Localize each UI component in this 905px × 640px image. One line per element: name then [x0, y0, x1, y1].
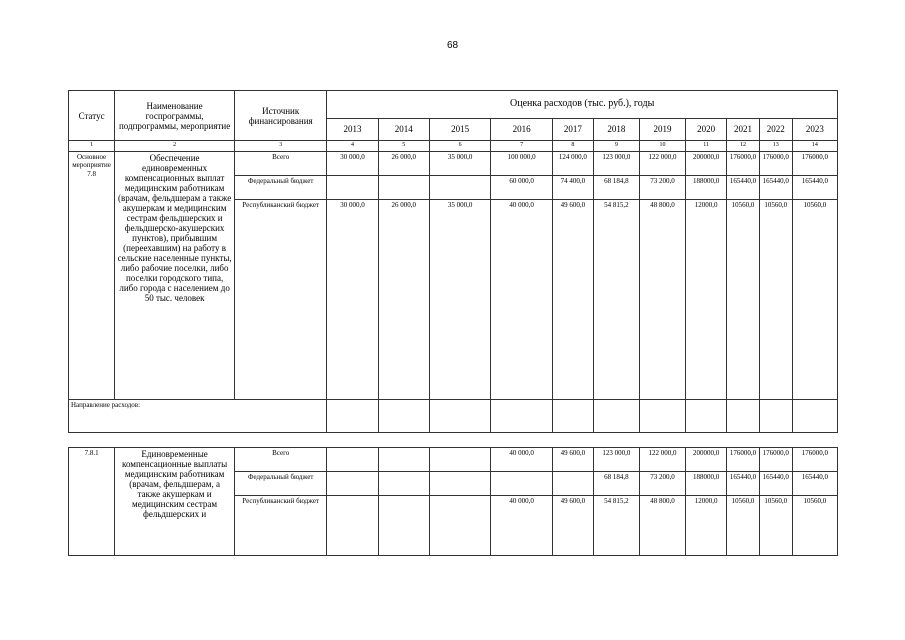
source-header: Источник финансирования: [235, 91, 327, 141]
empty-cell: [378, 400, 429, 433]
block2-source-republic: Республиканский бюджет: [235, 496, 327, 556]
block1-source-federal: Федеральный бюджет: [235, 176, 327, 200]
value-cell: 49 600,0: [552, 448, 593, 472]
value-cell: 26 000,0: [378, 152, 429, 176]
separator-row: [69, 433, 838, 448]
value-cell: 176000,0: [759, 448, 792, 472]
col-number: 10: [639, 141, 685, 152]
value-cell: 10560,0: [727, 200, 760, 400]
value-cell: 35 000,0: [429, 200, 491, 400]
year-cell: 2015: [429, 119, 491, 141]
block2-total-row: [69, 448, 838, 472]
year-cell: 2022: [759, 119, 792, 141]
value-cell: 54 815,2: [593, 496, 639, 556]
col-number: 6: [429, 141, 491, 152]
value-cell: 48 800,0: [639, 496, 685, 556]
col-number: 11: [686, 141, 727, 152]
year-cell: 2023: [792, 119, 837, 141]
value-cell: 165440,0: [727, 176, 760, 200]
value-cell: [378, 176, 429, 200]
block2-status: 7.8.1: [69, 448, 115, 556]
value-cell: 12000,0: [686, 200, 727, 400]
direction-label: Направление расходов:: [69, 400, 327, 433]
value-cell: 30 000,0: [327, 152, 378, 176]
value-cell: 100 000,0: [491, 152, 553, 176]
year-cell: 2017: [552, 119, 593, 141]
col-number: 1: [69, 141, 115, 152]
block1-source-republic: Республиканский бюджет: [235, 200, 327, 400]
empty-cell: [429, 400, 491, 433]
value-cell: 40 000,0: [491, 448, 553, 472]
value-cell: 123 000,0: [593, 152, 639, 176]
value-cell: 176000,0: [792, 152, 837, 176]
col-number: 5: [378, 141, 429, 152]
empty-cell: [727, 400, 760, 433]
year-cell: 2020: [686, 119, 727, 141]
value-cell: [327, 448, 378, 472]
block2-source-total: Всего: [235, 448, 327, 472]
empty-cell: [327, 400, 378, 433]
block1-source-total: Всего: [235, 152, 327, 176]
value-cell: [552, 472, 593, 496]
col-number: 8: [552, 141, 593, 152]
value-cell: 188000,0: [686, 472, 727, 496]
value-cell: 48 800,0: [639, 200, 685, 400]
value-cell: [429, 448, 491, 472]
value-cell: 165440,0: [792, 176, 837, 200]
col-number: 14: [792, 141, 837, 152]
value-cell: 176000,0: [727, 152, 760, 176]
col-number: 4: [327, 141, 378, 152]
block1-status: Основное мероприятие 7.8: [69, 152, 115, 400]
estimate-header: Оценка расходов (тыс. руб.), годы: [327, 91, 838, 119]
value-cell: 30 000,0: [327, 200, 378, 400]
empty-cell: [759, 400, 792, 433]
expenditure-table: [68, 90, 838, 556]
value-cell: [327, 472, 378, 496]
col-number: 13: [759, 141, 792, 152]
value-cell: 12000,0: [686, 496, 727, 556]
empty-cell: [639, 400, 685, 433]
col-number: 3: [235, 141, 327, 152]
column-number-row: [69, 141, 838, 152]
value-cell: 68 184,8: [593, 176, 639, 200]
value-cell: 200000,0: [686, 152, 727, 176]
value-cell: 176000,0: [792, 448, 837, 472]
value-cell: 10560,0: [759, 200, 792, 400]
value-cell: 49 600,0: [552, 496, 593, 556]
value-cell: 73 200,0: [639, 472, 685, 496]
col-number: 2: [115, 141, 235, 152]
value-cell: 40 000,0: [491, 496, 553, 556]
value-cell: 200000,0: [686, 448, 727, 472]
value-cell: 26 000,0: [378, 200, 429, 400]
block2-source-federal: Федеральный бюджет: [235, 472, 327, 496]
value-cell: [378, 448, 429, 472]
header-row-1: [69, 91, 838, 119]
block2-name: Единовременные компенсационные выплаты медицинским работникам (врачам, фельдшерам, а также акушеркам и медицинским сестрам фельдшерских и: [115, 448, 235, 556]
value-cell: 35 000,0: [429, 152, 491, 176]
value-cell: 165440,0: [792, 472, 837, 496]
year-cell: 2019: [639, 119, 685, 141]
value-cell: 60 000,0: [491, 176, 553, 200]
block1-name: Обеспечение единовременных компенсационных выплат медицинским работникам (врачам, фельдшерам а также акушеркам и медицинским сестрам фельдшерских и фельдшерско-акушерских пунктов), прибывшим (переехавшим) на работу в сельские населенные пункты, либо рабочие поселки, либо поселки городского типа, либо города с населением до 50 тыс. человек: [115, 152, 235, 400]
value-cell: 123 000,0: [593, 448, 639, 472]
value-cell: 165440,0: [727, 472, 760, 496]
value-cell: 54 815,2: [593, 200, 639, 400]
value-cell: [429, 496, 491, 556]
value-cell: 73 200,0: [639, 176, 685, 200]
empty-cell: [686, 400, 727, 433]
year-cell: 2013: [327, 119, 378, 141]
value-cell: 74 400,0: [552, 176, 593, 200]
year-cell: 2021: [727, 119, 760, 141]
separator: [69, 433, 838, 448]
value-cell: 176000,0: [759, 152, 792, 176]
col-number: 9: [593, 141, 639, 152]
empty-cell: [552, 400, 593, 433]
value-cell: 176000,0: [727, 448, 760, 472]
empty-cell: [593, 400, 639, 433]
value-cell: [327, 496, 378, 556]
empty-cell: [491, 400, 553, 433]
value-cell: 40 000,0: [491, 200, 553, 400]
value-cell: 124 000,0: [552, 152, 593, 176]
col-number: 7: [491, 141, 553, 152]
value-cell: 10560,0: [759, 496, 792, 556]
name-header: Наименование госпрограммы, подпрограммы, мероприятие: [115, 91, 235, 141]
value-cell: [429, 176, 491, 200]
page-number: 68: [446, 40, 459, 51]
value-cell: 165440,0: [759, 176, 792, 200]
value-cell: 68 184,8: [593, 472, 639, 496]
col-number: 12: [727, 141, 760, 152]
direction-row: [69, 400, 838, 433]
value-cell: 165440,0: [759, 472, 792, 496]
value-cell: 10560,0: [727, 496, 760, 556]
year-cell: 2018: [593, 119, 639, 141]
value-cell: 188000,0: [686, 176, 727, 200]
value-cell: 10560,0: [792, 200, 837, 400]
value-cell: 122 000,0: [639, 152, 685, 176]
value-cell: [429, 472, 491, 496]
status-header: Статус: [69, 91, 115, 141]
value-cell: 122 000,0: [639, 448, 685, 472]
empty-cell: [792, 400, 837, 433]
value-cell: 49 600,0: [552, 200, 593, 400]
year-cell: 2016: [491, 119, 553, 141]
value-cell: [378, 472, 429, 496]
value-cell: [491, 472, 553, 496]
block1-total-row: [69, 152, 838, 176]
value-cell: [327, 176, 378, 200]
value-cell: [378, 496, 429, 556]
year-cell: 2014: [378, 119, 429, 141]
value-cell: 10560,0: [792, 496, 837, 556]
